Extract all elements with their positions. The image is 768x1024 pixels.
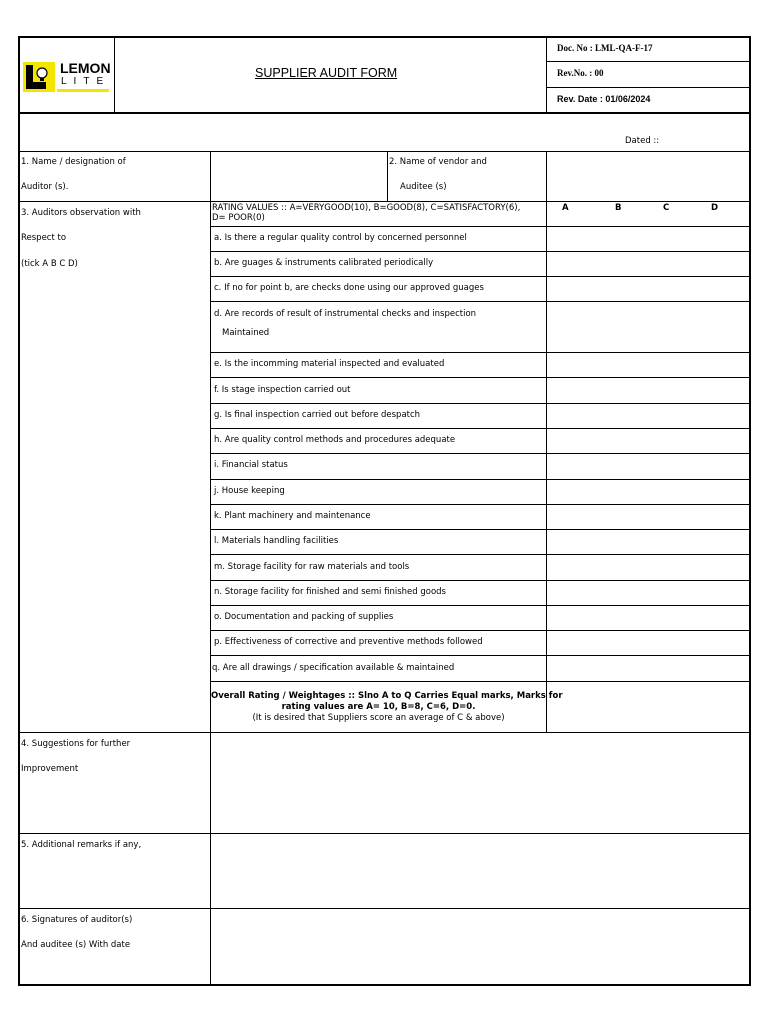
rating-col-c: C	[663, 203, 670, 213]
item-a: a. Is there a regular quality control by concerned personnel	[214, 233, 467, 243]
signatures-label: 6. Signatures of auditor(s)	[21, 915, 133, 925]
rating-cell[interactable]	[547, 555, 750, 580]
remarks-label: 5. Additional remarks if any,	[21, 840, 142, 850]
item-l: l. Materials handling facilities	[214, 536, 339, 546]
item-d-cont: Maintained	[222, 328, 270, 338]
item-f: f. Is stage inspection carried out	[214, 385, 351, 395]
header-divider-2	[546, 87, 751, 88]
item-j: j. House keeping	[214, 486, 285, 496]
rating-values-legend: RATING VALUES :: A=VERYGOOD(10), B=GOOD(8), C=SATISFACTORY(6), D= POOR(0)	[212, 203, 521, 223]
rating-cell[interactable]	[547, 429, 750, 453]
vendor-label-divider	[387, 151, 388, 201]
doc-number: Doc. No : LML-QA-F-17	[557, 43, 653, 53]
logo-divider	[114, 36, 115, 112]
header-divider-1	[546, 61, 751, 62]
rating-cell[interactable]	[547, 480, 750, 504]
observation-label: 3. Auditors observation with	[21, 208, 141, 218]
rating-cell[interactable]	[547, 227, 750, 251]
section2-divider	[18, 201, 751, 202]
header-bottom-divider	[18, 112, 751, 114]
rating-cell[interactable]	[547, 454, 750, 479]
suggestions-field[interactable]	[211, 733, 750, 833]
signatures-field[interactable]	[211, 909, 750, 984]
vendor-name-field[interactable]	[547, 152, 750, 200]
rating-cell[interactable]	[547, 606, 750, 630]
rating-cell[interactable]	[547, 581, 750, 605]
item-q: q. Are all drawings / specification available & maintained	[212, 663, 455, 673]
overall-rating-line1: Overall Rating / Weightages :: Slno A to Q Carries Equal marks, Marks for	[211, 691, 563, 701]
rating-col-b: B	[615, 203, 622, 213]
auditor-name-field[interactable]	[211, 152, 387, 200]
dated-label: Dated ::	[625, 136, 660, 146]
header-right-divider	[546, 36, 547, 112]
rating-cell[interactable]	[547, 631, 750, 655]
item-o: o. Documentation and packing of supplies	[214, 612, 394, 622]
item-e: e. Is the incomming material inspected and evaluated	[214, 359, 445, 369]
vendor-name-label: 2. Name of vendor and	[389, 157, 487, 167]
vendor-name-label-2: Auditee (s)	[400, 182, 447, 192]
revision-date: Rev. Date : 01/06/2024	[557, 94, 651, 104]
item-g: g. Is final inspection carried out before despatch	[214, 410, 421, 420]
observation-label-2: Respect to	[21, 233, 67, 243]
rating-cell[interactable]	[547, 404, 750, 428]
rating-cell[interactable]	[547, 378, 750, 403]
rating-col-d: D	[711, 203, 719, 213]
logo-word-lemon: LEMON	[60, 60, 111, 76]
item-i: i. Financial status	[214, 460, 288, 470]
overall-rating-line3: (It is desired that Suppliers score an average of C & above)	[252, 713, 505, 723]
item-d: d. Are records of result of instrumental checks and inspection	[214, 309, 477, 319]
overall-rating-line2: rating values are A= 10, B=8, C=6, D=0.	[281, 702, 476, 712]
auditor-name-label: 1. Name / designation of	[21, 157, 126, 167]
rating-col-a: A	[562, 203, 569, 213]
rating-cell[interactable]	[547, 277, 750, 301]
rating-cell[interactable]	[547, 353, 750, 377]
rating-cell[interactable]	[547, 302, 750, 352]
overall-rating-cell[interactable]	[547, 682, 750, 732]
rating-cell[interactable]	[547, 530, 750, 554]
page-title: SUPPLIER AUDIT FORM	[255, 66, 398, 80]
item-m: m. Storage facility for raw materials and tools	[214, 562, 410, 572]
logo-word-lite: LITE	[61, 76, 111, 87]
rating-cell[interactable]	[547, 505, 750, 529]
remarks-field[interactable]	[211, 834, 750, 908]
auditor-name-label-2: Auditor (s).	[21, 182, 69, 192]
item-k: k. Plant machinery and maintenance	[214, 511, 371, 521]
suggestions-label: 4. Suggestions for further	[21, 739, 131, 749]
item-c: c. If no for point b, are checks done using our approved guages	[214, 283, 484, 293]
suggestions-label-2: Improvement	[21, 764, 79, 774]
observation-label-3: (tick A B C D)	[21, 259, 78, 269]
item-n: n. Storage facility for finished and semi finished goods	[214, 587, 446, 597]
item-h: h. Are quality control methods and procedures adequate	[214, 435, 456, 445]
rating-cell[interactable]	[547, 656, 750, 681]
item-b: b. Are guages & instruments calibrated periodically	[214, 258, 434, 268]
item-p: p. Effectiveness of corrective and preventive methods followed	[214, 637, 483, 647]
lemon-lite-logo	[23, 60, 111, 94]
signatures-label-2: And auditee (s) With date	[21, 940, 131, 950]
revision-number: Rev.No. : 00	[557, 68, 604, 78]
rating-cell[interactable]	[547, 252, 750, 276]
